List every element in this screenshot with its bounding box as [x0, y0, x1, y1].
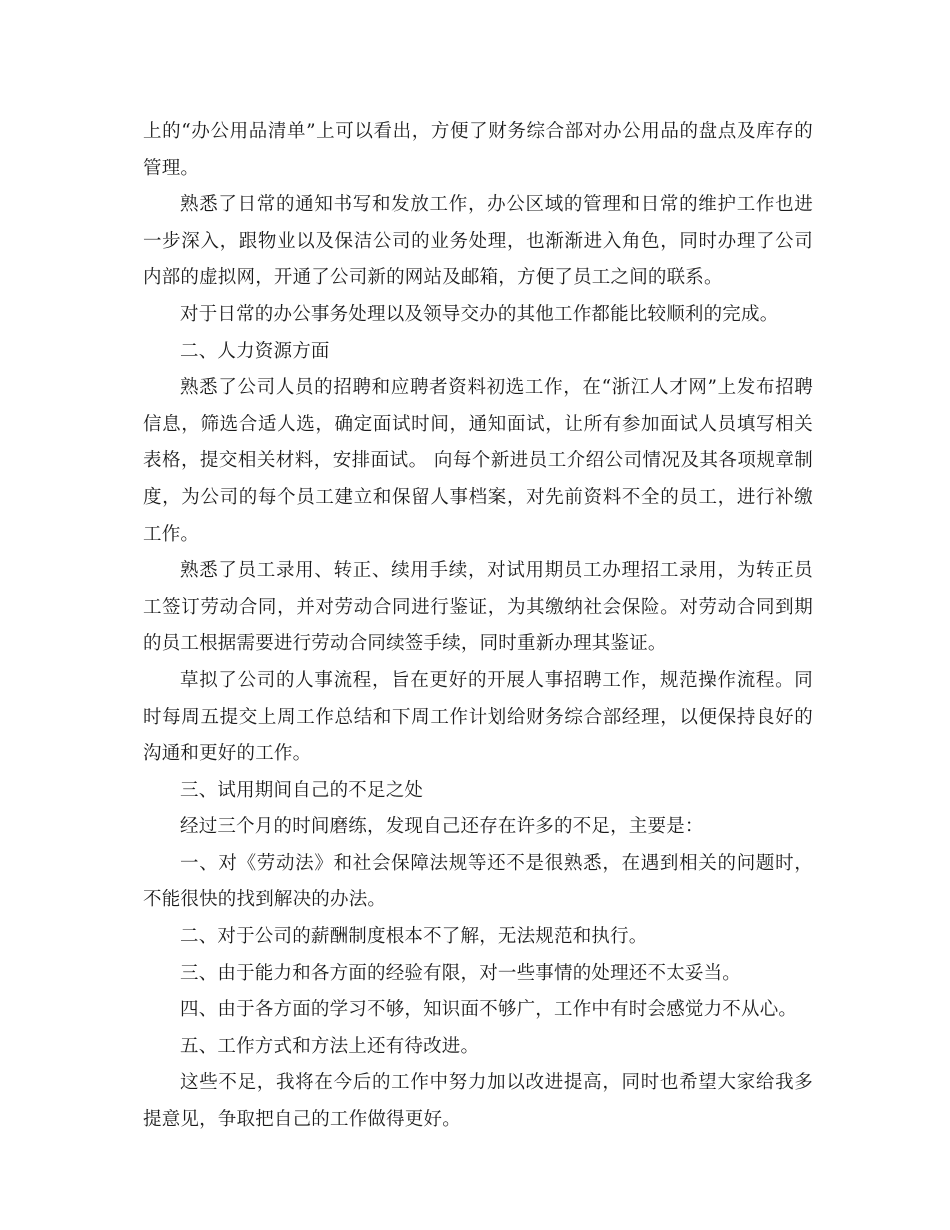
list-item-shortcoming-3: 三、由于能力和各方面的经验有限，对一些事情的处理还不太妥当。 [180, 962, 742, 984]
paragraph-conclusion: 这些不足，我将在今后的工作中努力加以改进提高，同时也希望大家给我多提意见，争取把自己的工作做得更好。 [143, 1072, 813, 1131]
document-body [143, 114, 813, 1139]
paragraph-employment-procedures: 熟悉了员工录用、转正、续用手续，对试用期员工办理招工录用，为转正员工签订劳动合同，并对劳动合同进行鉴证，为其缴纳社会保险。对劳动合同到期的员工根据需要进行劳动合同续签手续，同时重新办理其鉴证。 [143, 560, 813, 655]
paragraph-hr-process: 草拟了公司的人事流程，旨在更好的开展人事招聘工作，规范操作流程。同时每周五提交上周工作总结和下周工作计划给财务综合部经理，以便保持良好的沟通和更好的工作。 [143, 669, 813, 765]
paragraph-office-supplies-list: 上的“办公用品清单”上可以看出，方便了财务综合部对办公用品的盘点及库存的管理。 [143, 121, 813, 179]
paragraph-recruitment: 熟悉了公司人员的招聘和应聘者资料初选工作，在“浙江人才网”上发布招聘信息，筛选合适人选，确定面试时间，通知面试，让所有参加面试人员填写相关表格，提交相关材料，安排面试。 向每个新进员工介绍公司情况及其各项规章制度，为公司的每个员工建立和保留人事档案，对先前资料不全的员工，进行补缴工作。 [143, 377, 813, 545]
paragraph-daily-affairs: 对于日常的办公事务处理以及领导交办的其他工作都能比较顺利的完成。 [180, 303, 779, 325]
paragraph-notices-and-office-area: 熟悉了日常的通知书写和发放工作，办公区域的管理和日常的维护工作也进一步深入，跟物业以及保洁公司的业务处理，也渐渐进入角色，同时办理了公司内部的虚拟网，开通了公司新的网站及邮箱，方便了员工之间的联系。 [143, 194, 813, 289]
list-item-shortcoming-1: 一、对《劳动法》和社会保障法规等还不是很熟悉，在遇到相关的问题时，不能很快的找到解决的办法。 [143, 852, 813, 911]
list-item-shortcoming-5: 五、工作方式和方法上还有待改进。 [180, 1035, 480, 1057]
section-heading-human-resources: 二、人力资源方面 [180, 340, 330, 362]
list-item-shortcoming-2: 二、对于公司的薪酬制度根本不了解，无法规范和执行。 [180, 926, 648, 948]
paragraph-shortcomings-intro: 经过三个月的时间磨练，发现自己还存在许多的不足，主要是： [180, 816, 704, 838]
list-item-shortcoming-4: 四、由于各方面的学习不够，知识面不够广，工作中有时会感觉力不从心。 [180, 999, 798, 1021]
section-heading-shortcomings: 三、试用期间自己的不足之处 [180, 779, 424, 801]
